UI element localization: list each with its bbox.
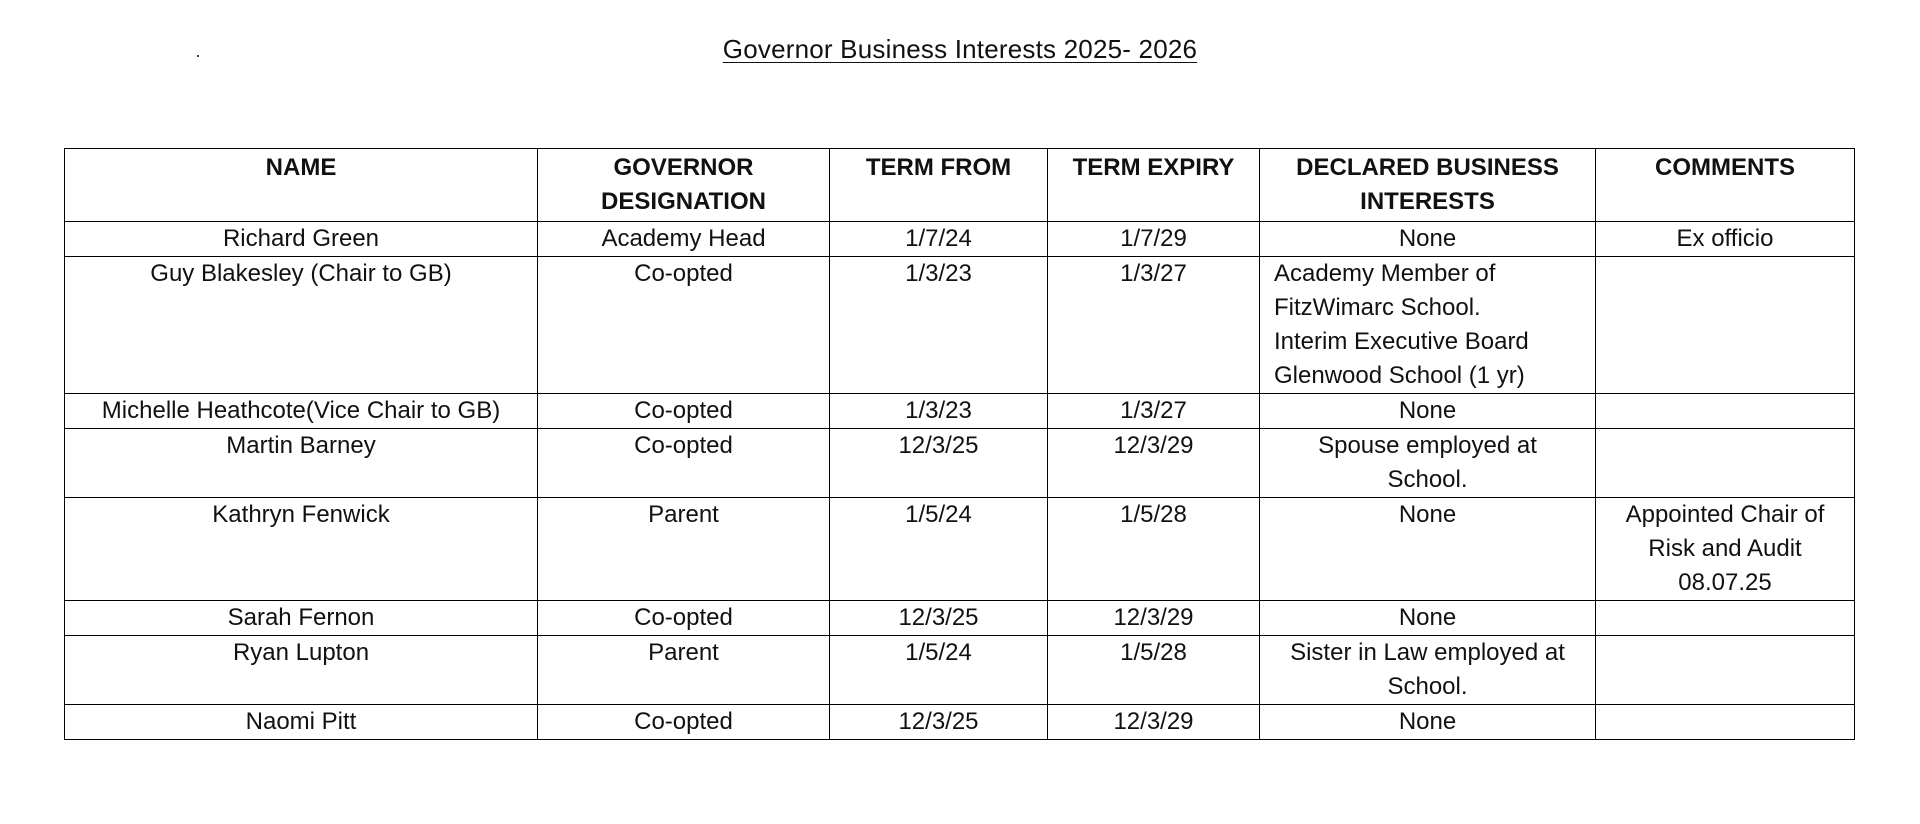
header-comments: COMMENTS [1596,149,1855,222]
cell-designation: Parent [538,636,830,705]
cell-designation: Co-opted [538,394,830,429]
cell-name: Michelle Heathcote(Vice Chair to GB) [65,394,538,429]
cell-term-expiry: 12/3/29 [1048,601,1260,636]
table-row [65,601,1855,636]
cell-term-from: 1/3/23 [830,257,1048,394]
cell-comments: Ex officio [1596,222,1855,257]
cell-comments [1596,601,1855,636]
table-row [65,498,1855,601]
cell-term-expiry: 1/3/27 [1048,257,1260,394]
cell-name: Kathryn Fenwick [65,498,538,601]
cell-designation: Co-opted [538,429,830,498]
table-row [65,222,1855,257]
cell-interests: None [1260,705,1596,740]
cell-interests: Spouse employed at School. [1260,429,1596,498]
cell-interests: Academy Member of FitzWimarc School. Interim Executive Board Glenwood School (1 yr) [1260,257,1596,394]
table-row [65,394,1855,429]
cell-term-expiry: 1/5/28 [1048,498,1260,601]
table-row [65,636,1855,705]
cell-term-expiry: 1/7/29 [1048,222,1260,257]
cell-comments [1596,429,1855,498]
cell-term-from: 12/3/25 [830,705,1048,740]
cell-name: Naomi Pitt [65,705,538,740]
cell-comments [1596,394,1855,429]
cell-term-from: 1/5/24 [830,498,1048,601]
cell-term-from: 1/7/24 [830,222,1048,257]
cell-term-expiry: 12/3/29 [1048,705,1260,740]
header-designation: GOVERNOR DESIGNATION [538,149,830,222]
cell-designation: Co-opted [538,257,830,394]
cell-term-from: 12/3/25 [830,429,1048,498]
cell-name: Martin Barney [65,429,538,498]
cell-name: Richard Green [65,222,538,257]
table-row [65,429,1855,498]
header-name: NAME [65,149,538,222]
cell-comments [1596,257,1855,394]
cell-term-expiry: 1/5/28 [1048,636,1260,705]
cell-name: Guy Blakesley (Chair to GB) [65,257,538,394]
cell-name: Ryan Lupton [65,636,538,705]
cell-interests: None [1260,601,1596,636]
table-row [65,257,1855,394]
table-header-row [65,149,1855,222]
cell-term-expiry: 1/3/27 [1048,394,1260,429]
page-title: Governor Business Interests 2025- 2026 [722,34,1198,64]
governor-interests-table [64,148,1855,740]
cell-designation: Co-opted [538,601,830,636]
cell-designation: Academy Head [538,222,830,257]
cell-term-from: 1/5/24 [830,636,1048,705]
cell-designation: Co-opted [538,705,830,740]
cell-comments [1596,705,1855,740]
cell-comments: Appointed Chair of Risk and Audit 08.07.25 [1596,498,1855,601]
cell-comments [1596,636,1855,705]
cell-term-from: 1/3/23 [830,394,1048,429]
header-term-expiry: TERM EXPIRY [1048,149,1260,222]
cell-interests: None [1260,222,1596,257]
cell-name: Sarah Fernon [65,601,538,636]
cell-interests: Sister in Law employed at School. [1260,636,1596,705]
cell-interests: None [1260,498,1596,601]
cell-interests: None [1260,394,1596,429]
cell-term-from: 12/3/25 [830,601,1048,636]
cell-designation: Parent [538,498,830,601]
header-interests: DECLARED BUSINESS INTERESTS [1260,149,1596,222]
header-term-from: TERM FROM [830,149,1048,222]
table-row [65,705,1855,740]
cell-term-expiry: 12/3/29 [1048,429,1260,498]
